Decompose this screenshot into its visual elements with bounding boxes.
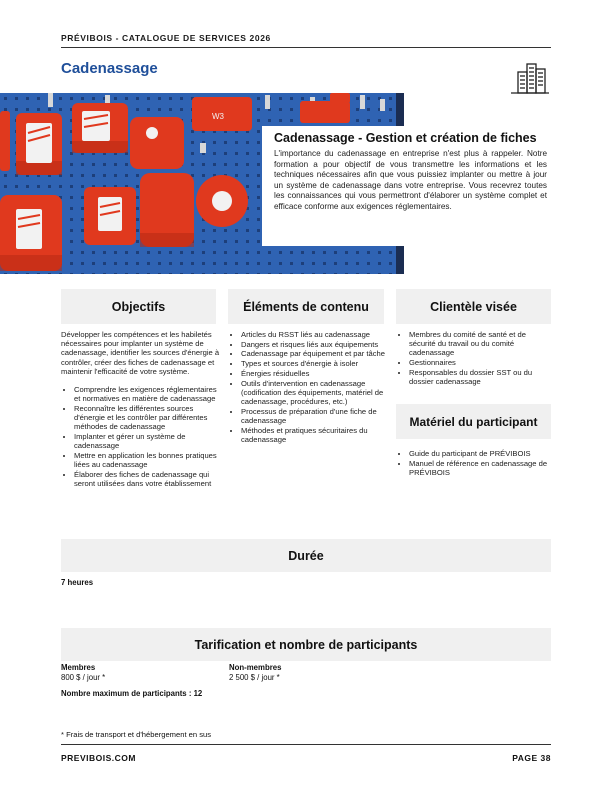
materiel-section — [396, 449, 554, 478]
objectif-item: • Mettre en application les bonnes pratiques liées au cadenassage — [74, 451, 221, 469]
contenu-item: • Cadenassage par équipement et par tâche — [241, 349, 386, 358]
clientele-heading: Clientèle visée — [396, 289, 551, 324]
objectifs-section — [61, 330, 221, 489]
footnote: * Frais de transport et d'hébergement en sus — [61, 730, 212, 739]
objectif-item: • Reconnaître les différentes sources d'énergie et les contrôler par différentes méthodes de cadenassage — [74, 404, 221, 432]
course-summary-box — [262, 126, 559, 246]
objectif-item: • Implanter et gérer un système de cadenassage — [74, 432, 221, 450]
objectifs-intro: Développer les compétences et les habiletés nécessaires pour implanter un système de cadenassage, identifier les sources d'énergie à contrôler, créer des fiches de cadenassage et maintenir l'efficacité de votre système. — [61, 330, 220, 376]
photo-plate-label: W3 — [212, 112, 224, 121]
tarification-heading: Tarification et nombre de participants — [61, 628, 551, 661]
members-label: Membres — [61, 663, 96, 672]
footer-website[interactable]: PREVIBOIS.COM — [61, 753, 136, 763]
contenu-item: • Articles du RSST liés au cadenassage — [241, 330, 386, 339]
building-icon — [510, 60, 550, 94]
objectifs-list — [61, 385, 221, 488]
footer-divider — [61, 744, 551, 745]
catalog-header: PRÉVIBOIS - CATALOGUE DE SERVICES 2026 — [61, 33, 271, 43]
objectifs-heading: Objectifs — [61, 289, 216, 324]
course-description: L'importance du cadenassage en entreprise n'est plus à rappeler. Notre formation a pour objectif de vous transmettre les informations et les techniques nécessaires afin que vous puissiez implanter ou mettre à jour un système de cadenassage dans votre entreprise. Vous recevrez toutes les connaissances qui vous permettront d'élaborer un système complet et efficace conforme aux exigences réglementaires. — [274, 149, 547, 211]
objectif-item: • Comprendre les exigences réglementaires et normatives en matière de cadenassage — [74, 385, 221, 403]
duree-heading: Durée — [61, 539, 551, 572]
header-divider — [61, 47, 551, 48]
contenu-heading: Éléments de contenu — [228, 289, 384, 324]
clientele-list — [396, 330, 554, 386]
contenu-item: • Types et sources d'énergie à isoler — [241, 359, 386, 368]
contenu-item: • Dangers et risques liés aux équipements — [241, 340, 386, 349]
members-price: 800 $ / jour * — [61, 673, 106, 682]
nonmembers-label: Non-membres — [229, 663, 282, 672]
clientele-section — [396, 330, 554, 387]
clientele-item: • Membres du comité de santé et de sécurité du travail ou du comité cadenassage — [409, 330, 554, 358]
clientele-item: • Gestionnaires — [409, 358, 554, 367]
page-number: PAGE 38 — [512, 753, 551, 763]
course-title: Cadenassage - Gestion et création de fiches — [274, 131, 537, 145]
nonmembers-price: 2 500 $ / jour * — [229, 673, 280, 682]
contenu-item: • Méthodes et pratiques sécuritaires du cadenassage — [241, 426, 386, 444]
max-participants: Nombre maximum de participants : 12 — [61, 689, 203, 698]
contenu-item: • Énergies résiduelles — [241, 369, 386, 378]
objectif-item: • Élaborer des fiches de cadenassage qui seront utilisées dans votre établissement — [74, 470, 221, 488]
clientele-item: • Responsables du dossier SST ou du dossier cadenassage — [409, 368, 554, 386]
contenu-list — [228, 330, 386, 444]
duree-value: 7 heures — [61, 578, 94, 587]
page-title: Cadenassage — [61, 60, 158, 77]
contenu-section — [228, 330, 386, 444]
materiel-heading: Matériel du participant — [396, 404, 551, 439]
contenu-item: • Processus de préparation d'une fiche de cadenassage — [241, 407, 386, 425]
materiel-list — [396, 449, 554, 477]
materiel-item: • Manuel de référence en cadenassage de PRÉVIBOIS — [409, 459, 554, 477]
contenu-item: • Outils d'intervention en cadenassage (codification des équipements, matériel de cadenassage, procédures, etc.) — [241, 379, 386, 407]
materiel-item: • Guide du participant de PRÉVIBOIS — [409, 449, 554, 458]
